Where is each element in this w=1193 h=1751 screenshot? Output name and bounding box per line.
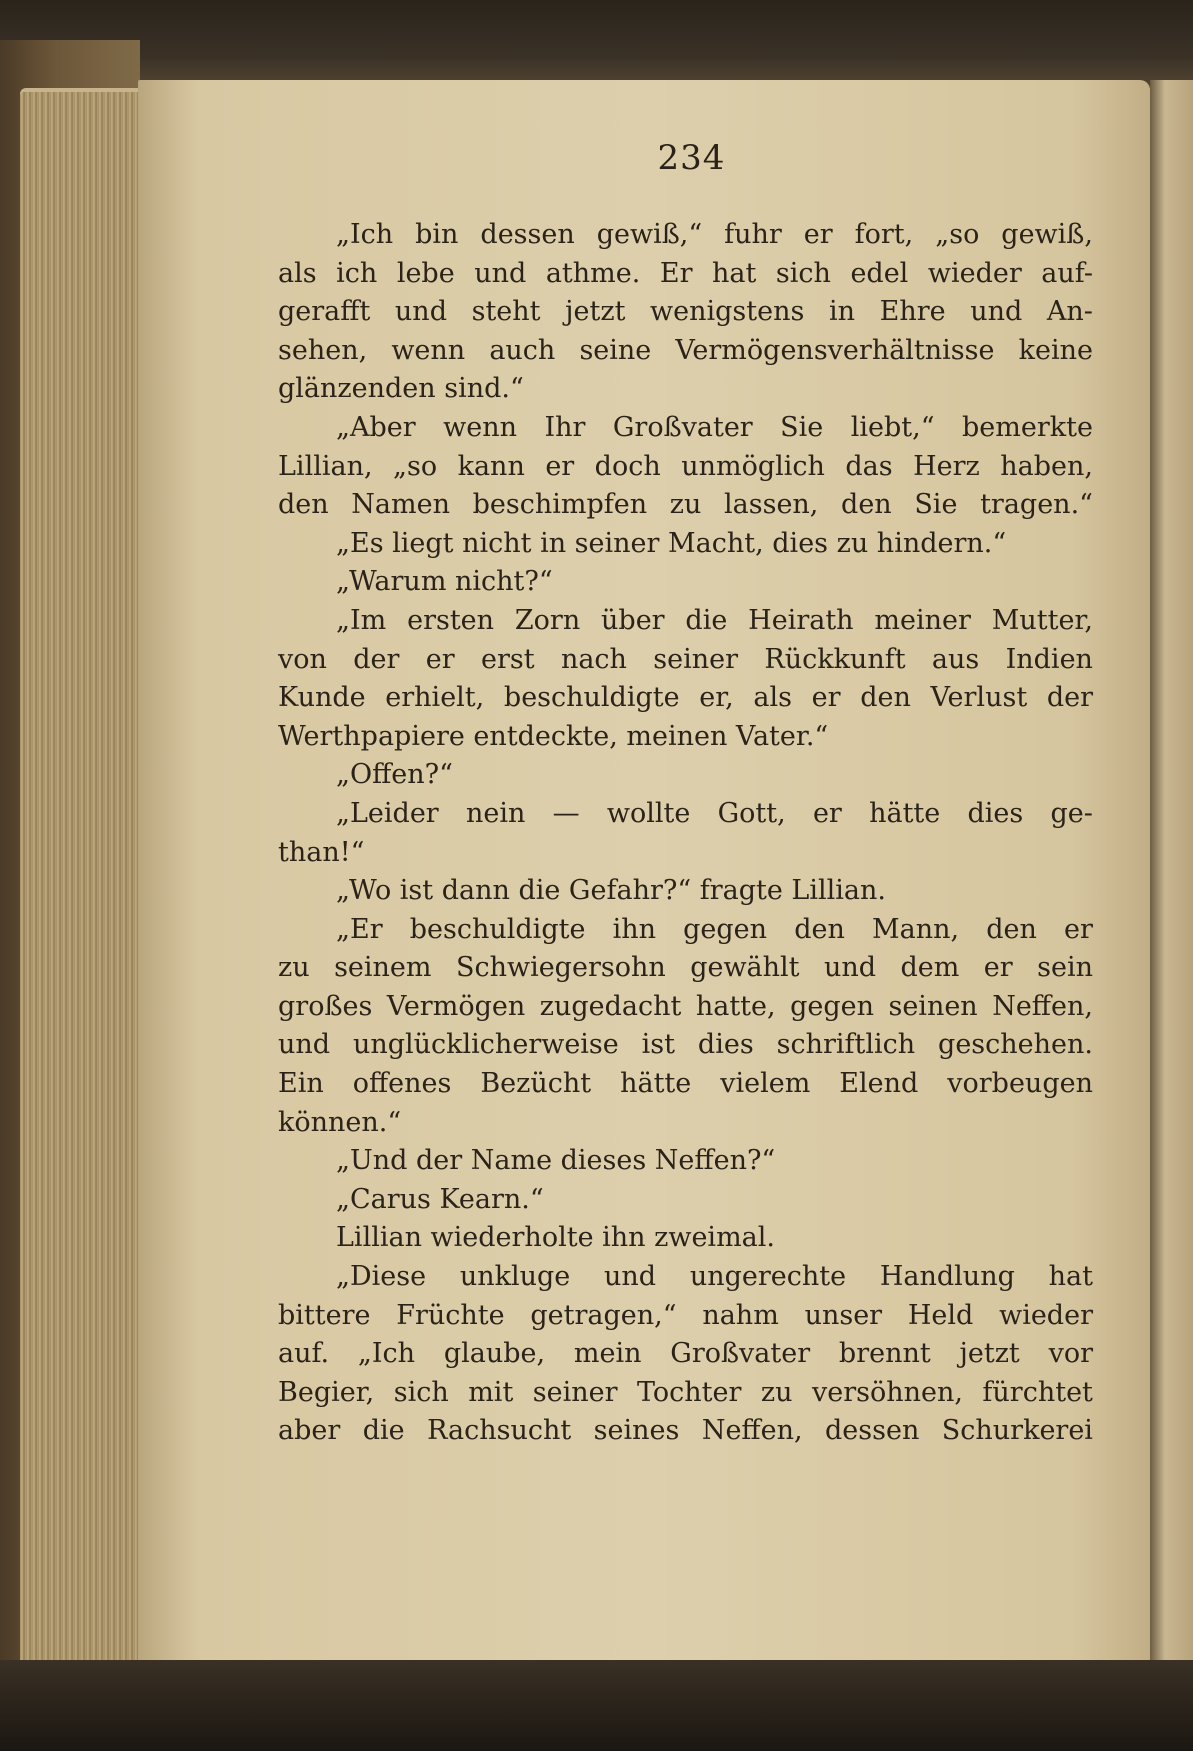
text-line: aber die Rachsucht seines Neffen, dessen Schurkerei bbox=[278, 1415, 1093, 1447]
text-line: „Wo ist dann die Gefahr?“ fragte Lillian. bbox=[336, 875, 886, 907]
text-line: Begier, sich mit seiner Tochter zu versöhnen, fürchtet bbox=[278, 1376, 1093, 1408]
text-line: „Leider nein — wollte Gott, er hätte dies ge- bbox=[336, 797, 1093, 829]
text-line: zu seinem Schwiegersohn gewählt und dem er sein bbox=[278, 952, 1093, 984]
text-line: Werthpapiere entdeckte, meinen Vater.“ bbox=[278, 720, 829, 752]
text-line: sehen, wenn auch seine Vermögensverhältnisse keine bbox=[278, 334, 1093, 366]
text-line: glänzenden sind.“ bbox=[278, 373, 524, 405]
text-line: than!“ bbox=[278, 836, 365, 868]
bottom-shadow bbox=[0, 1660, 1193, 1751]
text-line: „Diese unkluge und ungerechte Handlung hat bbox=[336, 1261, 1093, 1293]
text-line: von der er erst nach seiner Rückkunft aus Indien bbox=[278, 643, 1093, 675]
page-edges-left bbox=[20, 92, 140, 1662]
text-line: „Carus Kearn.“ bbox=[336, 1183, 544, 1215]
text-line: „Im ersten Zorn über die Heirath meiner Mutter, bbox=[336, 604, 1093, 636]
text-line: können.“ bbox=[278, 1106, 402, 1138]
text-line: Ein offenes Bezücht hätte vielem Elend vorbeugen bbox=[278, 1068, 1093, 1100]
text-line: bittere Früchte getragen,“ nahm unser Held wieder bbox=[278, 1299, 1093, 1331]
text-line: Lillian, „so kann er doch unmöglich das Herz haben, bbox=[278, 450, 1093, 482]
text-line: Kunde erhielt, beschuldigte er, als er den Verlust der bbox=[278, 682, 1093, 714]
page-edge-right bbox=[1150, 80, 1193, 1680]
text-line: als ich lebe und athme. Er hat sich edel wieder auf- bbox=[278, 257, 1093, 289]
text-line: Lillian wiederholte ihn zweimal. bbox=[336, 1222, 775, 1254]
text-line: „Warum nicht?“ bbox=[336, 566, 553, 598]
text-line: „Ich bin dessen gewiß,“ fuhr er fort, „so gewiß, bbox=[336, 219, 1093, 250]
text-line: großes Vermögen zugedacht hatte, gegen seinen Neffen, bbox=[278, 990, 1093, 1022]
text-line: „Und der Name dieses Neffen?“ bbox=[336, 1145, 776, 1177]
text-line: und unglücklicherweise ist dies schriftlich geschehen. bbox=[278, 1029, 1093, 1061]
text-line: „Offen?“ bbox=[336, 759, 453, 791]
text-line: „Es liegt nicht in seiner Macht, dies zu hindern.“ bbox=[336, 527, 1007, 559]
body-text bbox=[278, 216, 1093, 1451]
text-line: „Er beschuldigte ihn gegen den Mann, den er bbox=[336, 913, 1093, 945]
text-line: „Aber wenn Ihr Großvater Sie liebt,“ bemerkte bbox=[336, 411, 1093, 443]
text-line: den Namen beschimpfen zu lassen, den Sie tragen.“ bbox=[278, 489, 1093, 521]
text-line: gerafft und steht jetzt wenigstens in Ehre und An- bbox=[278, 296, 1093, 328]
text-line: auf. „Ich glaube, mein Großvater brennt jetzt vor bbox=[278, 1338, 1093, 1370]
page-number: 234 bbox=[657, 138, 726, 178]
